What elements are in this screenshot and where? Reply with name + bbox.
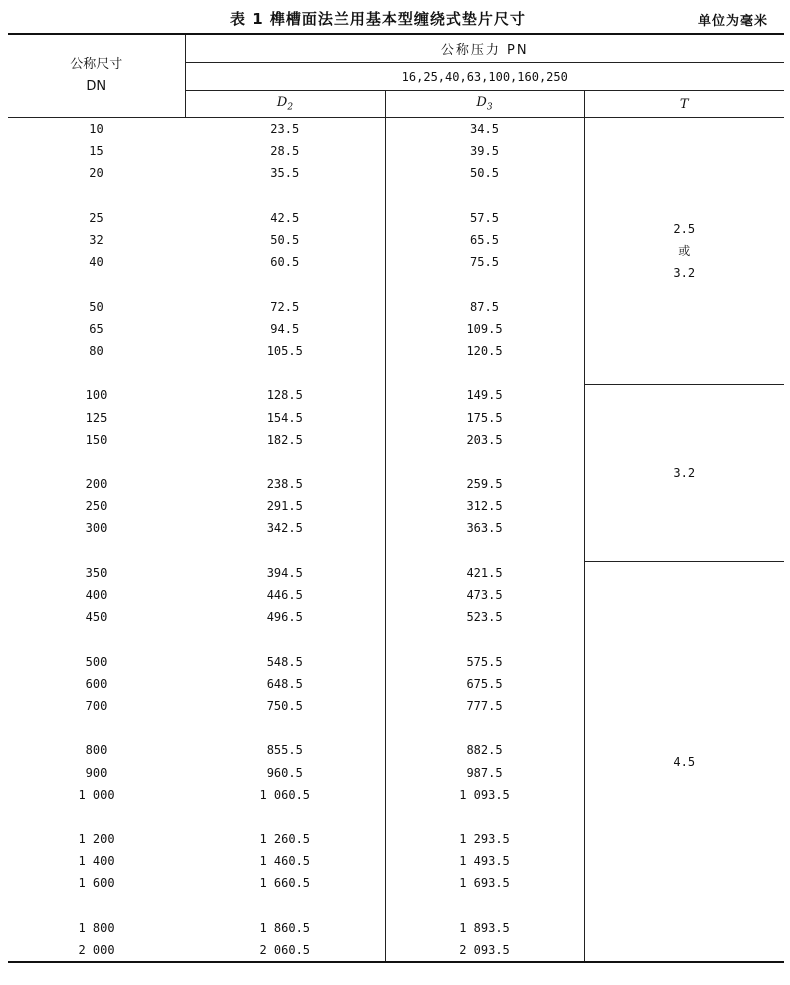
spacer-cell <box>385 273 584 295</box>
cell-nominal-size: 500 <box>85 654 108 669</box>
gasket-dimension-table <box>8 33 784 963</box>
cell-nominal-size: 50 <box>89 299 104 314</box>
cell-d2: 23.5 <box>185 118 385 141</box>
spacer-cell <box>8 273 185 295</box>
cell-thickness <box>584 562 784 962</box>
cell-nominal-size: 200 <box>85 477 108 492</box>
cell-d3: 1 293.5 <box>385 828 584 850</box>
cell-d2: 72.5 <box>185 296 385 318</box>
spacer-cell <box>385 895 584 917</box>
cell-d3: 120.5 <box>385 340 584 362</box>
cell-nominal-size: 1 000 <box>78 787 115 802</box>
header-t: T <box>584 91 784 118</box>
cell-d3: 363.5 <box>385 517 584 539</box>
cell-d3: 882.5 <box>385 739 584 761</box>
header-nominal-size-symbol: DN <box>86 79 107 94</box>
table-body <box>8 118 784 963</box>
table-row <box>8 384 784 406</box>
spacer-cell <box>8 185 185 207</box>
spacer-cell <box>185 273 385 295</box>
spacer-cell <box>8 540 185 562</box>
cell-d2: 28.5 <box>185 140 385 162</box>
cell-d3: 987.5 <box>385 761 584 783</box>
cell-nominal-size: 1 400 <box>78 854 115 869</box>
cell-d2: 42.5 <box>185 207 385 229</box>
cell-d3: 1 693.5 <box>385 872 584 894</box>
cell-nominal-size: 100 <box>85 388 108 403</box>
cell-d2: 35.5 <box>185 162 385 184</box>
header-pressure-label: 公称压力 PN <box>185 34 784 63</box>
cell-d2: 960.5 <box>185 761 385 783</box>
spacer-cell <box>385 628 584 650</box>
spacer-cell <box>185 540 385 562</box>
spacer-cell <box>185 362 385 384</box>
cell-nominal-size: 32 <box>89 233 104 248</box>
cell-nominal-size: 300 <box>85 521 108 536</box>
cell-d2: 1 460.5 <box>185 850 385 872</box>
spacer-cell <box>8 451 185 473</box>
cell-d3: 203.5 <box>385 429 584 451</box>
cell-d3: 1 093.5 <box>385 784 584 806</box>
spacer-cell <box>185 185 385 207</box>
cell-nominal-size: 65 <box>89 321 104 336</box>
spacer-cell <box>185 895 385 917</box>
cell-d3: 2 093.5 <box>385 939 584 962</box>
cell-d3: 473.5 <box>385 584 584 606</box>
cell-nominal-size: 40 <box>89 255 104 270</box>
spacer-cell <box>185 717 385 739</box>
thickness-line: 4.5 <box>673 754 696 769</box>
cell-nominal-size: 1 600 <box>78 876 115 891</box>
cell-nominal-size: 400 <box>85 588 108 603</box>
cell-d2: 105.5 <box>185 340 385 362</box>
spacer-cell <box>385 540 584 562</box>
spacer-cell <box>385 717 584 739</box>
cell-d2: 648.5 <box>185 673 385 695</box>
spacer-cell <box>8 717 185 739</box>
cell-nominal-size: 350 <box>85 565 108 580</box>
spacer-cell <box>385 185 584 207</box>
cell-d3: 175.5 <box>385 406 584 428</box>
cell-nominal-size: 1 800 <box>78 920 115 935</box>
cell-nominal-size: 20 <box>89 166 104 181</box>
thickness-line: 3.2 <box>673 265 696 280</box>
cell-d2: 342.5 <box>185 517 385 539</box>
cell-nominal-size: 10 <box>89 122 104 137</box>
cell-d3: 675.5 <box>385 673 584 695</box>
header-d2: $D_2$ <box>185 91 385 118</box>
cell-thickness <box>584 118 784 385</box>
cell-nominal-size: 600 <box>85 676 108 691</box>
cell-d2: 2 060.5 <box>185 939 385 962</box>
cell-nominal-size: 25 <box>89 210 104 225</box>
cell-nominal-size: 700 <box>85 698 108 713</box>
cell-d3: 39.5 <box>385 140 584 162</box>
cell-d3: 34.5 <box>385 118 584 141</box>
cell-d3: 87.5 <box>385 296 584 318</box>
cell-d2: 128.5 <box>185 384 385 406</box>
thickness-line: 2.5 <box>673 221 696 236</box>
cell-thickness <box>584 384 784 562</box>
spacer-cell <box>8 628 185 650</box>
cell-d2: 394.5 <box>185 562 385 584</box>
table-title <box>0 8 790 30</box>
cell-d3: 575.5 <box>385 651 584 673</box>
cell-d2: 548.5 <box>185 651 385 673</box>
spacer-cell <box>385 806 584 828</box>
cell-nominal-size: 15 <box>89 144 104 159</box>
thickness-line: 3.2 <box>673 466 696 480</box>
cell-d3: 523.5 <box>385 606 584 628</box>
cell-nominal-size: 150 <box>85 432 108 447</box>
cell-nominal-size: 1 200 <box>78 832 115 847</box>
cell-d2: 496.5 <box>185 606 385 628</box>
spacer-cell <box>185 451 385 473</box>
cell-nominal-size: 900 <box>85 765 108 780</box>
spacer-cell <box>385 451 584 473</box>
cell-d3: 259.5 <box>385 473 584 495</box>
cell-d3: 50.5 <box>385 162 584 184</box>
cell-nominal-size: 450 <box>85 610 108 625</box>
spacer-cell <box>8 362 185 384</box>
header-nominal-size <box>8 34 185 118</box>
spacer-cell <box>185 806 385 828</box>
cell-nominal-size: 2 000 <box>78 943 115 958</box>
cell-d3: 75.5 <box>385 251 584 273</box>
cell-d3: 57.5 <box>385 207 584 229</box>
cell-d3: 149.5 <box>385 384 584 406</box>
cell-d3: 312.5 <box>385 495 584 517</box>
cell-d3: 421.5 <box>385 562 584 584</box>
spacer-cell <box>385 362 584 384</box>
cell-d2: 1 260.5 <box>185 828 385 850</box>
cell-d2: 446.5 <box>185 584 385 606</box>
cell-d2: 1 660.5 <box>185 872 385 894</box>
header-d3: $D_3$ <box>385 91 584 118</box>
cell-d3: 65.5 <box>385 229 584 251</box>
cell-d2: 182.5 <box>185 429 385 451</box>
cell-d3: 777.5 <box>385 695 584 717</box>
spacer-cell <box>8 895 185 917</box>
cell-d2: 855.5 <box>185 739 385 761</box>
cell-nominal-size: 125 <box>85 410 108 425</box>
cell-d2: 291.5 <box>185 495 385 517</box>
header-nominal-size-label: 公称尺寸 <box>70 57 123 72</box>
cell-d2: 750.5 <box>185 695 385 717</box>
unit-note: 单位为毫米 <box>697 14 768 29</box>
spacer-cell <box>8 806 185 828</box>
thickness-line: 或 <box>678 243 691 258</box>
cell-d2: 1 060.5 <box>185 784 385 806</box>
cell-d2: 94.5 <box>185 318 385 340</box>
cell-d2: 238.5 <box>185 473 385 495</box>
cell-nominal-size: 800 <box>85 743 108 758</box>
cell-d2: 154.5 <box>185 406 385 428</box>
table-caption: 表 1 榫槽面法兰用基本型缠绕式垫片尺寸 <box>230 10 526 28</box>
cell-nominal-size: 250 <box>85 499 108 514</box>
cell-nominal-size: 80 <box>89 343 104 358</box>
table-row <box>8 118 784 141</box>
spacer-cell <box>185 628 385 650</box>
table-row <box>8 562 784 584</box>
cell-d2: 1 860.5 <box>185 917 385 939</box>
cell-d2: 50.5 <box>185 229 385 251</box>
header-pressure-values: 16,25,40,63,100,160,250 <box>185 63 784 91</box>
cell-d3: 1 493.5 <box>385 850 584 872</box>
cell-d2: 60.5 <box>185 251 385 273</box>
cell-d3: 109.5 <box>385 318 584 340</box>
cell-d3: 1 893.5 <box>385 917 584 939</box>
